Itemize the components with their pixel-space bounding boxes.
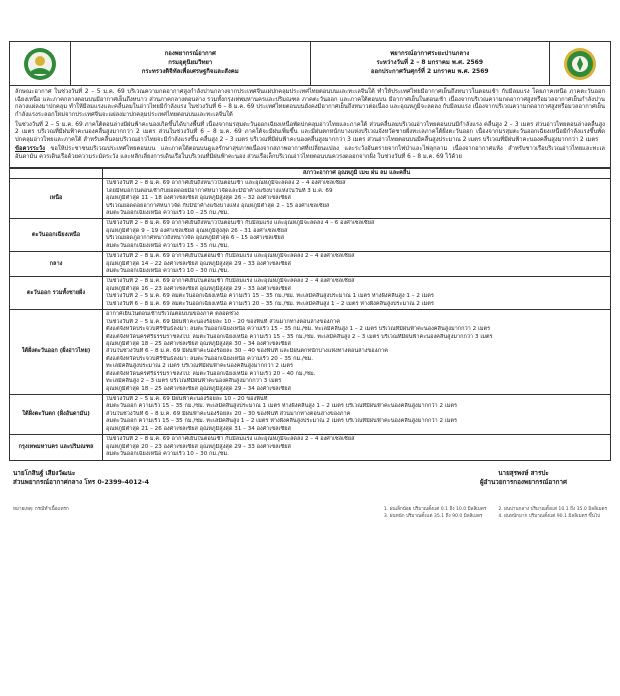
director-name: นายสุรพงษ์ สารปะ bbox=[498, 469, 549, 477]
forecast-line: ในช่วงวันที่ 2 – 8 ม.ค. 69 อากาศเย็นในตอนเช้า กับมีลมแรง และอุณหภูมิจะลดลง 2 – 4 องศาเซลเซียส bbox=[106, 278, 355, 285]
director-title: ผู้อำนวยการกองพยากรณ์อากาศ bbox=[479, 478, 567, 486]
tmd-logo bbox=[10, 42, 70, 85]
rain-notes bbox=[9, 507, 611, 520]
author-contact: ส่วนพยากรณ์อากาศกลาง โทร 0-2399-4012-4 bbox=[13, 478, 149, 486]
forecast-line: อุณหภูมิต่ำสุด 11 – 18 องศาเซลเซียส อุณหภูมิสูงสุด 26 – 32 องศาเซลเซียส bbox=[106, 195, 291, 202]
regional-forecast-table bbox=[9, 168, 611, 461]
note-item: 4. ฝนหนักมาก ปริมาณตั้งแต่ 90.1 มิลลิเมตร ขึ้นไป bbox=[498, 514, 601, 520]
table-row bbox=[10, 395, 611, 435]
forecast-line: อากาศเย็นในตอนเช้าบริเวณตอนบนของภาค ตลอดช่วง bbox=[106, 311, 239, 318]
forecast-line: อุณหภูมิต่ำสุด 18 – 25 องศาเซลเซียส อุณหภูมิสูงสุด 30 – 34 องศาเซลเซียส bbox=[106, 340, 291, 347]
forecast-line: โดยมีหมอกในตอนเช้ากับยอดดอยมีอากาศหนาวจัดและมีน้ำค้างแข็งบางแห่งในวันที่ 3 ม.ค. 69 bbox=[106, 187, 333, 194]
forecast-line: บริเวณยอดภูอากาศหนาวถึงหนาวจัด อุณหภูมิต่ำสุด 6 – 15 องศาเซลเซียส bbox=[106, 235, 285, 242]
region-name: กลาง bbox=[10, 252, 103, 277]
agency-block bbox=[70, 42, 311, 85]
table-row bbox=[10, 277, 611, 310]
notes-label: หมายเหตุ: กรณีทำเนื้อแทรก bbox=[13, 507, 69, 513]
forecast-line: บริเวณยอดดอยอากาศหนาวจัด กับมีน้ำค้างแข็งบางแห่ง อุณหภูมิต่ำสุด 2 – 15 องศาเซลเซียส bbox=[106, 202, 330, 209]
signature-area bbox=[9, 469, 611, 488]
forecast-line: ตั้งแต่จังหวัดนครศรีธรรมราชลงไป: ลมตะวันออกเฉียงเหนือ ความเร็ว 20 – 40 กม./ชม. bbox=[106, 370, 316, 377]
warning-heading: ข้อควรระวัง bbox=[15, 146, 46, 153]
warning-para bbox=[15, 146, 605, 161]
agency-ministry: กระทรวงดิจิทัลเพื่อเศรษฐกิจและสังคม bbox=[141, 67, 239, 75]
forecast-document bbox=[9, 0, 611, 521]
table-header-row bbox=[10, 168, 611, 178]
table-row bbox=[10, 179, 611, 219]
forecast-line: ตั้งแต่จังหวัดนครศรีธรรมราชลงไป: ลมตะวันออกเฉียงเหนือ ความเร็ว 15 – 35 กม./ชม. ทะเลมีคลื่นสูง 2 – 3 เมตร บริเวณที่มีฝนฟ้าคะนองคลื่นสูงมากกว่า 3 เมตร bbox=[106, 333, 493, 340]
region-rows bbox=[10, 179, 611, 460]
table-row bbox=[10, 252, 611, 277]
forecast-line: อุณหภูมิต่ำสุด 21 – 26 องศาเซลเซียส อุณหภูมิสูงสุด 31 – 34 องศาเซลเซียส bbox=[106, 425, 291, 432]
region-forecast bbox=[103, 277, 611, 310]
region-forecast bbox=[103, 179, 611, 219]
weather-summary-para2 bbox=[15, 122, 605, 145]
agency-division: กองพยากรณ์อากาศ bbox=[164, 50, 216, 58]
weather-summary-para1 bbox=[15, 89, 605, 120]
table-row bbox=[10, 219, 611, 252]
region-forecast bbox=[103, 252, 611, 277]
warning-text: ขอให้ประชาชนบริเวณประเทศไทยตอนบน และภาคใต้ตอนบนดูแลรักษาสุขภาพเนื่องจากสภาพอากาศที่เปลี่ยนแปลง และระวังอันตรายจากไฟป่าและไฟลุกลาม เนื่องจากอากาศแห้ง สำหรับชาวเรือบริเวณอ่าวไทยและทะเลอันดามัน ควรเดินเรือด้วยความระมัดระวัง และหลีกเลี่ยงการเดินเรือในบริเวณที่มีฝนฟ้าคะนอง ส่วนเรือเล็กบริเวณอ่าวไทยตอนบนควรงดออกจากฝั่ง ในช่วงวันที่ 6 – 8 ม.ค. 69 ไว้ด้วย bbox=[15, 146, 605, 161]
forecast-title: พยากรณ์อากาศระยะปานกลาง bbox=[390, 50, 470, 58]
region-name: ใต้ฝั่งตะวันตก (ฝั่งอันดามัน) bbox=[10, 395, 103, 435]
forecast-line: ลมตะวันออกเฉียงเหนือ ความเร็ว 10 – 25 กม./ชม. bbox=[106, 209, 230, 216]
forecast-line: ส่วนในช่วงวันที่ 6 – 8 ม.ค. 69 มีฝนฟ้าคะนองร้อยละ 20 – 30 ของพื้นที่ ส่วนมากทางตอนล่างของภาค bbox=[106, 410, 351, 417]
region-forecast bbox=[103, 395, 611, 435]
forecast-line: ลมตะวันออกเฉียงเหนือ ความเร็ว 10 – 30 กม./ชม. bbox=[106, 451, 230, 458]
summary-section bbox=[9, 86, 611, 168]
forecast-line: ในช่วงวันที่ 2 – 8 ม.ค. 69 อากาศเย็นถึงหนาวในตอนเช้า และอุณหภูมิจะลดลง 2 – 4 องศาเซลเซียส bbox=[106, 180, 346, 187]
forecast-period: ระหว่างวันที่ 2 – 8 มกราคม พ.ศ. 2569 bbox=[376, 59, 484, 67]
forecast-line: ตั้งแต่จังหวัดประจวบคีรีขันธ์ลงมา: ลมตะวันออกเฉียงเหนือ ความเร็ว 20 – 35 กม./ชม. bbox=[106, 355, 314, 362]
agency-department: กรมอุตุนิยมวิทยา bbox=[168, 59, 213, 67]
table-header: สภาวะอากาศ อุณหภูมิ เมฆ ฝน ลม และคลื่น bbox=[103, 168, 611, 178]
forecast-line: ทะเลมีคลื่นสูง 2 – 3 เมตร บริเวณที่มีฝนฟ้าคะนองคลื่นสูงมากกว่า 3 เมตร bbox=[106, 378, 282, 385]
region-name: เหนือ bbox=[10, 179, 103, 219]
document-header bbox=[9, 41, 611, 86]
author-name: นายโกสินฐ์ เสียงวัฒนะ bbox=[13, 469, 76, 477]
forecast-line: ทะเลมีคลื่นสูงประมาณ 2 เมตร บริเวณที่มีฝนฟ้าคะนองคลื่นสูงมากกว่า 2 เมตร bbox=[106, 363, 293, 370]
forecast-line: ในช่วงวันที่ 2 – 8 ม.ค. 69 อากาศเย็นในตอนเช้า กับมีลมแรง และอุณหภูมิจะลดลง 2 – 4 องศาเซลเซียส bbox=[106, 436, 355, 443]
note-item: 2. ฝนปานกลาง ปริมาณตั้งแต่ 10.1 ถึง 35.0 มิลลิเมตร bbox=[498, 507, 607, 513]
forecast-line: ในช่วงวันที่ 2 – 8 ม.ค. 69 อากาศเย็นในตอนเช้า กับมีลมแรง และอุณหภูมิจะลดลง 2 – 4 องศาเซลเซียส bbox=[106, 253, 355, 260]
forecast-line: ในช่วงวันที่ 2 – 8 ม.ค. 69 อากาศเย็นถึงหนาวในตอนเช้า กับมีลมแรง และอุณหภูมิจะลดลง 4 – 6 องศาเซลเซียส bbox=[106, 220, 375, 227]
author-block bbox=[13, 469, 149, 488]
note-item: 1. ฝนเล็กน้อย ปริมาณตั้งแต่ 0.1 ถึง 10.0 มิลลิเมตร bbox=[383, 507, 487, 513]
region-forecast bbox=[103, 219, 611, 252]
forecast-line: ลมตะวันออก ความเร็ว 15 – 35 กม./ชม. ทะเลมีคลื่นสูงประมาณ 1 เมตร ห่างฝั่งคลื่นสูง 1 – 2 เมตร บริเวณที่มีฝนฟ้าคะนองคลื่นสูงมากกว่า 2 เมตร bbox=[106, 403, 458, 410]
forecast-line: ลมตะวันออก ความเร็ว 15 – 35 กม./ชม. ทะเลมีคลื่นสูง 1 – 2 เมตร ห่างฝั่งคลื่นสูงประมาณ 2 เมตร บริเวณที่มีฝนฟ้าคะนองคลื่นสูงมากกว่า 2 เมตร bbox=[106, 418, 458, 425]
table-row bbox=[10, 310, 611, 395]
forecast-line: อุณหภูมิต่ำสุด 18 – 25 องศาเซลเซียส อุณหภูมิสูงสุด 29 – 34 องศาเซลเซียส bbox=[106, 385, 291, 392]
notes-grid bbox=[384, 507, 607, 520]
table-row bbox=[10, 435, 611, 460]
region-name: ตะวันออกเฉียงเหนือ bbox=[10, 219, 103, 252]
weather-summary-para2-text: ในช่วงวันที่ 2 – 5 ม.ค. 69 ภาคใต้ตอนล่างมีฝนฟ้าคะนองเกิดขึ้นได้บางพื้นที่ เนื่องจากมรสุมตะวันออกเฉียงเหนือพัดปกคลุมอ่าวไทยและภาคใต้ ส่วนคลื่นลมบริเวณอ่าวไทยตอนบนมีกำลังแรง คลื่นสูง 2 – 3 เมตร ส่วนอ่าวไทยตอนล่างคลื่นสูง 2 เมตร บริเวณที่มีฝนฟ้าคะนองคลื่นสูงมากกว่า 2 เมตร ส่วนในช่วงวันที่ 6 – 8 ม.ค. 69 ภาคใต้จะมีฝนเพิ่มขึ้น และมีฝนตกหนักบางแห่งบริเวณจังหวัดชายฝั่งทะเลภาคใต้ฝั่งตะวันออก เนื่องจากมรสุมตะวันออกเฉียงเหนือมีกำลังแรงขึ้นพัดปกคลุมอ่าวไทยและภาคใต้ สำหรับคลื่นลมบริเวณอ่าวไทยจะมีกำลังแรงขึ้น คลื่นสูง 2 – 3 เมตร บริเวณที่มีฝนฟ้าคะนองคลื่นสูงมากกว่า 3 เมตร ส่วนอ่าวไทยตอนบนมีคลื่นสูงประมาณ 2 เมตร บริเวณที่มีฝนฟ้าคะนองคลื่นสูงมากกว่า 2 เมตร bbox=[15, 121, 605, 143]
forecast-line: ลมตะวันออกเฉียงเหนือ ความเร็ว 10 – 30 กม./ชม. bbox=[106, 268, 230, 275]
forecast-line: ในช่วงวันที่ 2 – 5 ม.ค. 69 มีฝนฟ้าคะนองร้อยละ 10 – 20 ของพื้นที่ ส่วนมากทางตอนล่างของภาค bbox=[106, 318, 340, 325]
region-forecast bbox=[103, 435, 611, 460]
weather-summary-para1-text: ลักษณะอากาศ ในช่วงวันที่ 2 – 5 ม.ค. 69 บริเวณความกดอากาศสูงกำลังปานกลางจากประเทศจีนแผ่ปกคลุมประเทศไทยตอนบนและทะเลจีนใต้ ทำให้ประเทศไทยมีอากาศเย็นถึงหนาวในตอนเช้า กับมีลมแรง โดยภาคเหนือ ภาคตะวันออกเฉียงเหนือ และภาคกลางตอนบนมีอากาศเย็นถึงหนาว ส่วนภาคกลางตอนล่าง รวมทั้งกรุงเทพมหานครและปริมณฑล ภาคตะวันออก และภาคใต้ตอนบน มีอากาศเย็นในตอนเช้า เนื่องจากบริเวณความกดอากาศสูงหรือมวลอากาศเย็นกำลังปานกลางแผ่ลงมาปกคลุม ทำให้มีลมแรงและคลื่นลมในอ่าวไทยมีกำลังแรง ในช่วงวันที่ 6 – 8 ม.ค. 69 ประเทศไทยตอนบนยังคงมีอากาศเย็นถึงหนาวต่อเนื่อง และอุณหภูมิจะลดลง กับมีลมแรง เนื่องจากบริเวณความกดอากาศสูงหรือมวลอากาศเย็นกำลังแรงระลอกใหม่จากประเทศจีนจะแผ่ลงมาปกคลุมประเทศไทยตอนบนและทะเลจีนใต้ bbox=[15, 89, 605, 118]
forecast-line: ในช่วงวันที่ 2 – 5 ม.ค. 69 ลมตะวันออกเฉียงเหนือ ความเร็ว 15 – 35 กม./ชม. ทะเลมีคลื่นสูงประมาณ 1 เมตร ห่างฝั่งคลื่นสูง 1 – 2 เมตร bbox=[106, 293, 434, 300]
forecast-line: ส่วนในช่วงวันที่ 6 – 8 ม.ค. 69 มีฝนฟ้าคะนองร้อยละ 30 – 40 ของพื้นที่ และมีฝนตกหนักบางแห่งทางตอนล่างของภาค bbox=[106, 348, 388, 355]
region-name: ใต้ฝั่งตะวันออก (ฝั่งอ่าวไทย) bbox=[10, 310, 103, 395]
forecast-line: อุณหภูมิต่ำสุด 20 – 23 องศาเซลเซียส อุณหภูมิสูงสุด 29 – 33 องศาเซลเซียส bbox=[106, 443, 291, 450]
region-forecast bbox=[103, 310, 611, 395]
forecast-line: อุณหภูมิต่ำสุด 14 – 22 องศาเซลเซียส อุณหภูมิสูงสุด 29 – 33 องศาเซลเซียส bbox=[106, 260, 291, 267]
issue-date: ออกประกาศวันศุกร์ที่ 2 มกราคม พ.ศ. 2569 bbox=[370, 67, 489, 75]
forecast-line: ลมตะวันออกเฉียงเหนือ ความเร็ว 15 – 35 กม./ชม. bbox=[106, 242, 230, 249]
region-name: กรุงเทพมหานคร และปริมณฑล bbox=[10, 435, 103, 460]
forecast-line: ในช่วงวันที่ 6 – 8 ม.ค. 69 ลมตะวันออกเฉียงเหนือ ความเร็ว 20 – 35 กม./ชม. ทะเลมีคลื่นสูง 1 – 2 เมตร ห่างฝั่งคลื่นสูงประมาณ 2 เมตร bbox=[106, 300, 434, 307]
forecast-line: ตั้งแต่จังหวัดประจวบคีรีขันธ์ลงมา: ลมตะวันออกเฉียงเหนือ ความเร็ว 15 – 35 กม./ชม. ทะเลมีคลื่นสูง 1 – 2 เมตร บริเวณที่มีฝนฟ้าคะนองคลื่นสูงมากกว่า 2 เมตร bbox=[106, 326, 491, 333]
forecast-line: อุณหภูมิต่ำสุด 16 – 23 องศาเซลเซียส อุณหภูมิสูงสุด 29 – 33 องศาเซลเซียส bbox=[106, 285, 291, 292]
director-block bbox=[480, 469, 567, 488]
note-item: 3. ฝนหนัก ปริมาณตั้งแต่ 35.1 ถึง 90.0 มิลลิเมตร bbox=[383, 514, 483, 520]
forecast-line: อุณหภูมิต่ำสุด 9 – 19 องศาเซลเซียส อุณหภูมิสูงสุด 26 – 31 องศาเซลเซียส bbox=[106, 227, 288, 234]
table-header-blank bbox=[10, 168, 103, 178]
ministry-logo bbox=[550, 42, 610, 85]
region-name: ตะวันออก รวมทั้งชายฝั่ง bbox=[10, 277, 103, 310]
forecast-line: ในช่วงวันที่ 2 – 5 ม.ค. 69 มีฝนฟ้าคะนองร้อยละ 10 – 20 ของพื้นที่ bbox=[106, 396, 268, 403]
forecast-title-block bbox=[311, 42, 551, 85]
